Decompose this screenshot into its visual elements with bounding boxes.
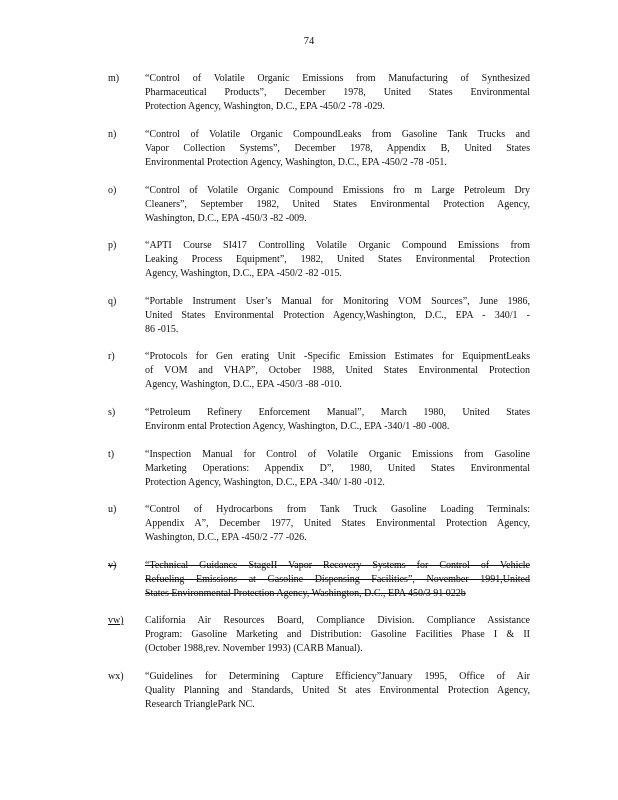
reference-line: (October 1988,rev. November 1993) (CARB Manual). <box>145 643 363 654</box>
reference-line: “Portable Instrument User’s Manual for Monitoring VOM Sources”, June 1986, <box>145 296 530 307</box>
reference-line: “Technical Guidance StageII Vapor Recovery Systems for Control of Vehicle <box>145 560 530 571</box>
reference-line: Vapor Collection Systems”, December 1978, Appendix B, United States <box>145 143 530 154</box>
reference-text <box>145 448 530 490</box>
reference-line: 86 -015. <box>145 324 179 335</box>
reference-line: Research TrianglePark NC. <box>145 699 255 710</box>
reference-line: Washington, D.C., EPA -450/2 -77 -026. <box>145 532 307 543</box>
reference-line: “Control of Volatile Organic CompoundLeaks from Gasoline Tank Trucks and <box>145 129 530 140</box>
reference-line: Marketing Operations: Appendix D”, 1980, United States Environmental <box>145 463 530 474</box>
reference-line: “Control of Hydrocarbons from Tank Truck Gasoline Loading Terminals: <box>145 504 530 515</box>
reference-line: Agency, Washington, D.C., EPA -450/3 -88 -010. <box>145 379 342 390</box>
reference-label: t) <box>108 449 115 460</box>
page-number: 74 <box>303 36 315 47</box>
reference-label: q) <box>108 296 117 307</box>
reference-line: “APTI Course SI417 Controlling Volatile Organic Compound Emissions from <box>145 240 530 251</box>
reference-line: Pharmaceutical Products”, December 1978, United States Environmental <box>145 87 530 98</box>
reference-line: Environm ental Protection Agency, Washington, D.C., EPA -340/1 -80 -008. <box>145 421 450 432</box>
reference-text <box>145 614 530 656</box>
reference-line: of VOM and VHAP”, October 1988, United States Environmental Protection <box>145 365 530 376</box>
reference-line: “Inspection Manual for Control of Volatile Organic Emissions from Gasoline <box>145 449 530 460</box>
reference-line: Washington, D.C., EPA -450/3 -82 -009. <box>145 213 307 224</box>
reference-label: s) <box>108 407 116 418</box>
reference-text <box>145 670 530 712</box>
reference-line: “Control of Volatile Organic Compound Emissions fro m Large Petroleum Dry <box>145 185 530 196</box>
reference-line: Agency, Washington, D.C., EPA -450/2 -82 -015. <box>145 268 342 279</box>
reference-line: Environmental Protection Agency, Washington, D.C., EPA -450/2 -78 -051. <box>145 157 447 168</box>
reference-line: Protection Agency, Washington, D.C., EPA -340/ 1-80 -012. <box>145 477 385 488</box>
reference-label: p) <box>108 240 117 251</box>
reference-text <box>145 406 530 434</box>
reference-line: Refueling Emissions at Gasoline Dispensing Facilities”, November 1991,United <box>145 574 530 585</box>
reference-line: Program: Gasoline Marketing and Distribution: Gasoline Facilities Phase I & II <box>145 629 530 640</box>
reference-line: “Control of Volatile Organic Emissions from Manufacturing of Synthesized <box>145 73 530 84</box>
reference-line: Protection Agency, Washington, D.C., EPA -450/2 -78 -029. <box>145 101 385 112</box>
reference-text <box>145 128 530 170</box>
reference-text <box>145 239 530 281</box>
reference-text <box>145 72 530 114</box>
reference-label: v) <box>108 560 117 571</box>
reference-label: wx) <box>108 671 124 682</box>
reference-label: m) <box>108 73 120 84</box>
reference-label: vw) <box>108 615 124 626</box>
reference-line: United States Environmental Protection Agency,Washington, D.C., EPA - 340/1 - <box>145 310 530 321</box>
reference-line: States Environmental Protection Agency, Washington, D.C., EPA 450/3 91 022b <box>145 588 466 599</box>
reference-line: Appendix A”, December 1977, United States Environmental Protection Agency, <box>145 518 530 529</box>
reference-text <box>145 184 530 226</box>
reference-label: u) <box>108 504 117 515</box>
reference-line: “Protocols for Gen erating Unit -Specific Emission Estimates for EquipmentLeaks <box>145 351 530 362</box>
reference-line: “Petroleum Refinery Enforcement Manual”, March 1980, United States <box>145 407 530 418</box>
reference-line: Cleaners”, September 1982, United States Environmental Protection Agency, <box>145 199 530 210</box>
reference-line: Leaking Process Equipment”, 1982, United States Environmental Protection <box>145 254 530 265</box>
reference-label: r) <box>108 351 115 362</box>
reference-line: California Air Resources Board, Compliance Division. Compliance Assistance <box>145 615 530 626</box>
reference-label: o) <box>108 185 117 196</box>
reference-text <box>145 350 530 392</box>
reference-text <box>145 503 530 545</box>
reference-line: “Guidelines for Determining Capture Efficiency”January 1995, Office of Air <box>145 671 530 682</box>
reference-text <box>145 559 530 601</box>
reference-text <box>145 295 530 337</box>
reference-label: n) <box>108 129 117 140</box>
reference-line: Quality Planning and Standards, United St ates Environmental Protection Agency, <box>145 685 530 696</box>
